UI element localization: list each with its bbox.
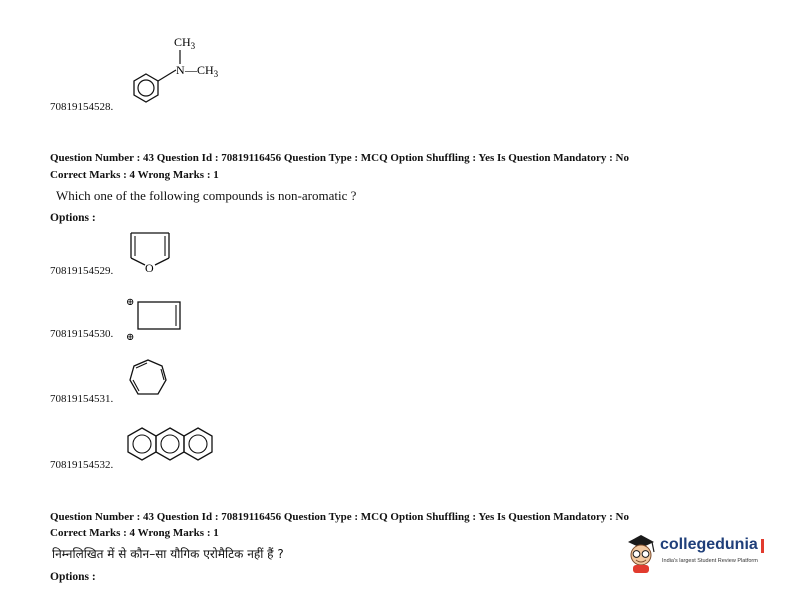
question2-options-label: Options : xyxy=(50,571,96,583)
option-id-4: 70819154532. xyxy=(50,459,114,471)
question1-header-line1: Question Number : 43 Question Id : 70819116456 Question Type : MCQ Option Shuffling : Yes Is Question Mandatory : No xyxy=(50,152,629,164)
question1-header-line2: Correct Marks : 4 Wrong Marks : 1 xyxy=(50,169,219,181)
nitrogen-label: N xyxy=(176,63,185,77)
brand-tagline: India's largest Student Review Platform xyxy=(662,558,758,564)
question1-text: Which one of the following compounds is non-aromatic ? xyxy=(56,188,357,203)
brand-accent-bar xyxy=(761,539,764,553)
question2-header-line2: Correct Marks : 4 Wrong Marks : 1 xyxy=(50,527,219,539)
option-id-2: 70819154530. xyxy=(50,328,114,340)
positive-charge-icon: ⊕ xyxy=(126,332,135,342)
option-id-1: 70819154529. xyxy=(50,265,114,277)
question1-options-label: Options : xyxy=(50,212,96,224)
question2-text: निम्नलिखित में से कौन–सा यौगिक एरोमैटिक नहीं हैं ? xyxy=(52,547,284,561)
oxygen-label: O xyxy=(145,261,154,275)
dimethylaniline-structure xyxy=(120,30,250,110)
cycloheptatriene-structure xyxy=(126,356,170,402)
anthracene-structure xyxy=(124,422,228,470)
collegedunia-watermark xyxy=(624,530,774,576)
ch3-top-label: $CH_3$ xyxy=(174,35,196,51)
option-id-3: 70819154531. xyxy=(50,393,114,405)
cyclobutadiene-dication-structure xyxy=(124,292,186,342)
ch3-right-label: $—CH_3$ xyxy=(185,63,219,79)
student-mascot-icon xyxy=(624,532,658,574)
positive-charge-icon: ⊕ xyxy=(126,297,135,308)
option-id-top: 70819154528. xyxy=(50,101,114,113)
brand-name: collegedunia xyxy=(660,536,758,553)
furan-structure xyxy=(125,228,175,276)
question2-header-line1: Question Number : 43 Question Id : 70819116456 Question Type : MCQ Option Shuffling : Yes Is Question Mandatory : No xyxy=(50,511,629,523)
